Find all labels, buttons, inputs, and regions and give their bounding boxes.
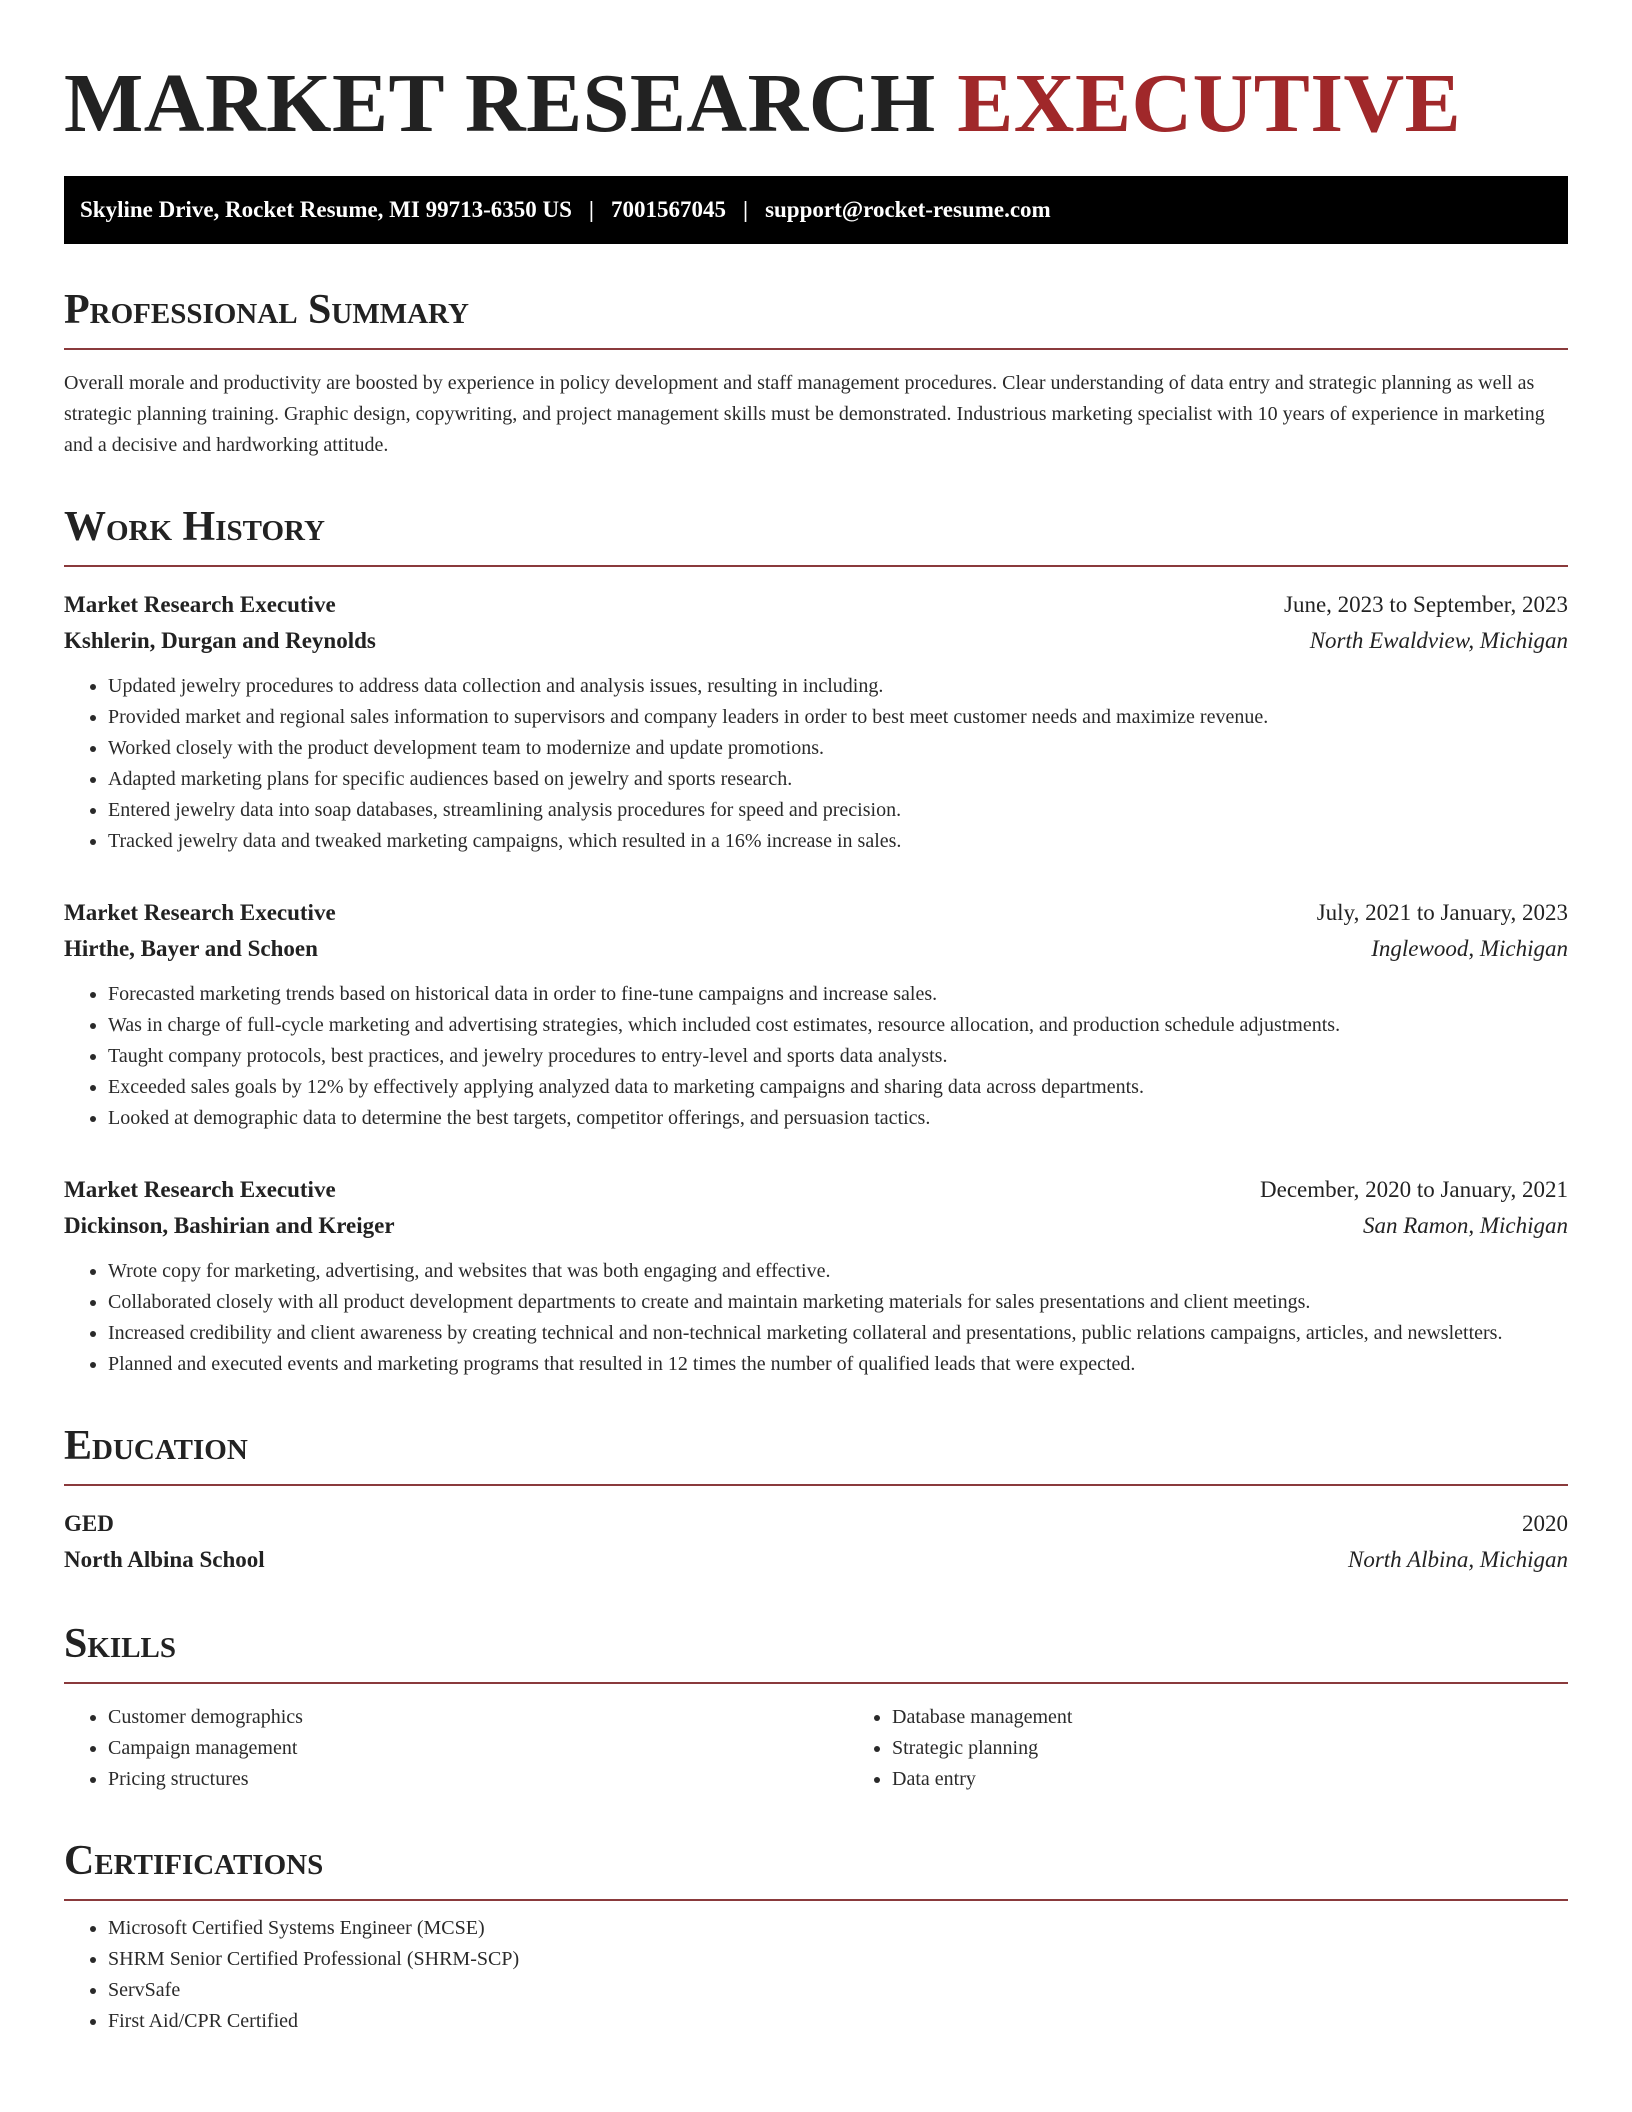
job-dates: June, 2023 to September, 2023 xyxy=(1284,592,1568,617)
job-title: Market Research Executive xyxy=(64,900,336,925)
job-bullets xyxy=(64,979,1568,1134)
certifications-section xyxy=(64,1835,1568,2037)
job-dates: July, 2021 to January, 2023 xyxy=(1316,900,1568,925)
job-entry xyxy=(64,587,1568,857)
job-company-row xyxy=(64,1208,1568,1244)
contact-separator: | xyxy=(588,197,594,222)
list-item: • Tracked jewelry data and tweaked marketing campaigns, which resulted in a 16% increase in sales. xyxy=(108,826,1568,857)
list-item: • Taught company protocols, best practices, and jewelry procedures to entry-level and sports data analysts. xyxy=(108,1041,1568,1072)
list-item: • Customer demographics xyxy=(108,1702,848,1733)
contact-email: support@rocket-resume.com xyxy=(765,197,1051,222)
job-entry xyxy=(64,895,1568,1134)
list-item: • Pricing structures xyxy=(108,1764,848,1795)
certifications-list xyxy=(64,1913,1568,2037)
list-item: • Exceeded sales goals by 12% by effectively applying analyzed data to marketing campaigns and sharing data across departments. xyxy=(108,1072,1568,1103)
education-entry xyxy=(64,1506,1568,1578)
summary-text: Overall morale and productivity are boosted by experience in policy development and staff management procedures. Clear understanding of data entry and strategic planning as well as strategic planning training. Graphic design, copywriting, and project management skills must be demonstrated. Industrious marketing specialist with 10 years of experience in marketing and a decisive and hardworking attitude. xyxy=(64,372,1545,456)
section-heading: Certifications xyxy=(64,1835,1568,1901)
education-location: North Albina, Michigan xyxy=(1348,1547,1568,1572)
title-main: MARKET RESEARCH xyxy=(64,57,936,150)
job-location: San Ramon, Michigan xyxy=(1362,1213,1568,1238)
section-heading: Education xyxy=(64,1420,1568,1486)
contact-separator: | xyxy=(742,197,749,222)
job-location: Inglewood, Michigan xyxy=(1371,936,1568,961)
job-location: North Ewaldview, Michigan xyxy=(1309,628,1568,653)
section-heading: Work History xyxy=(64,501,1568,567)
list-item: • Increased credibility and client awareness by creating technical and non-technical marketing collateral and presentations, public relations campaigns, articles, and newsletters. xyxy=(108,1318,1568,1349)
job-company: Dickinson, Bashirian and Kreiger xyxy=(64,1213,395,1238)
title-accent: EXECUTIVE xyxy=(957,57,1462,150)
job-title-row xyxy=(64,1172,1568,1208)
education-school-row xyxy=(64,1542,1568,1578)
list-item: • Forecasted marketing trends based on historical data in order to fine-tune campaigns and increase sales. xyxy=(108,979,1568,1010)
job-title: Market Research Executive xyxy=(64,1177,336,1202)
list-item: • Was in charge of full-cycle marketing and advertising strategies, which included cost estimates, resource allocation, and production schedule adjustments. xyxy=(108,1010,1568,1041)
section-heading: Skills xyxy=(64,1618,1568,1684)
section-heading: Professional Summary xyxy=(64,284,1568,350)
job-company-row xyxy=(64,931,1568,967)
education-school: North Albina School xyxy=(64,1547,265,1572)
work-history-section xyxy=(64,501,1568,1380)
list-item: • ServSafe xyxy=(108,1975,1568,2006)
summary-section xyxy=(64,284,1568,461)
list-item: • Updated jewelry procedures to address data collection and analysis issues, resulting in including. xyxy=(108,671,1568,702)
list-item: • Entered jewelry data into soap databases, streamlining analysis procedures for speed and precision. xyxy=(108,795,1568,826)
skills-list-right xyxy=(848,1702,1632,1795)
education-degree-row xyxy=(64,1506,1568,1542)
job-bullets xyxy=(64,1256,1568,1380)
skills-section xyxy=(64,1618,1568,1795)
job-title-row xyxy=(64,587,1568,623)
job-title: Market Research Executive xyxy=(64,592,336,617)
list-item: • Planned and executed events and marketing programs that resulted in 12 times the number of qualified leads that were expected. xyxy=(108,1349,1568,1380)
list-item: • Microsoft Certified Systems Engineer (MCSE) xyxy=(108,1913,1568,1944)
list-item: • Database management xyxy=(892,1702,1632,1733)
skills-list-left xyxy=(64,1702,848,1795)
contact-address: Skyline Drive, Rocket Resume, MI 99713-6350 US xyxy=(80,197,572,222)
list-item: • Adapted marketing plans for specific audiences based on jewelry and sports research. xyxy=(108,764,1568,795)
education-section xyxy=(64,1420,1568,1578)
list-item: • Looked at demographic data to determine the best targets, competitor offerings, and persuasion tactics. xyxy=(108,1103,1568,1134)
list-item: • Worked closely with the product development team to modernize and update promotions. xyxy=(108,733,1568,764)
list-item: • SHRM Senior Certified Professional (SHRM-SCP) xyxy=(108,1944,1568,1975)
list-item: • First Aid/CPR Certified xyxy=(108,2006,1568,2037)
education-year: 2020 xyxy=(1522,1511,1568,1536)
contact-phone: 7001567045 xyxy=(610,197,726,222)
job-bullets xyxy=(64,671,1568,857)
job-company-row xyxy=(64,623,1568,659)
list-item: • Data entry xyxy=(892,1764,1632,1795)
resume-title xyxy=(64,56,1568,152)
list-item: • Provided market and regional sales information to supervisors and company leaders in order to best meet customer needs and maximize revenue. xyxy=(108,702,1568,733)
job-title-row xyxy=(64,895,1568,931)
job-company: Kshlerin, Durgan and Reynolds xyxy=(64,628,376,653)
education-degree: GED xyxy=(64,1511,114,1536)
contact-bar xyxy=(64,176,1568,244)
list-item: • Strategic planning xyxy=(892,1733,1632,1764)
list-item: • Collaborated closely with all product development departments to create and maintain marketing materials for sales presentations and client meetings. xyxy=(108,1287,1568,1318)
list-item: • Wrote copy for marketing, advertising, and websites that was both engaging and effective. xyxy=(108,1256,1568,1287)
job-dates: December, 2020 to January, 2021 xyxy=(1260,1177,1568,1202)
skills-grid xyxy=(64,1702,1568,1795)
job-entry xyxy=(64,1172,1568,1380)
list-item: • Campaign management xyxy=(108,1733,848,1764)
job-company: Hirthe, Bayer and Schoen xyxy=(64,936,318,961)
